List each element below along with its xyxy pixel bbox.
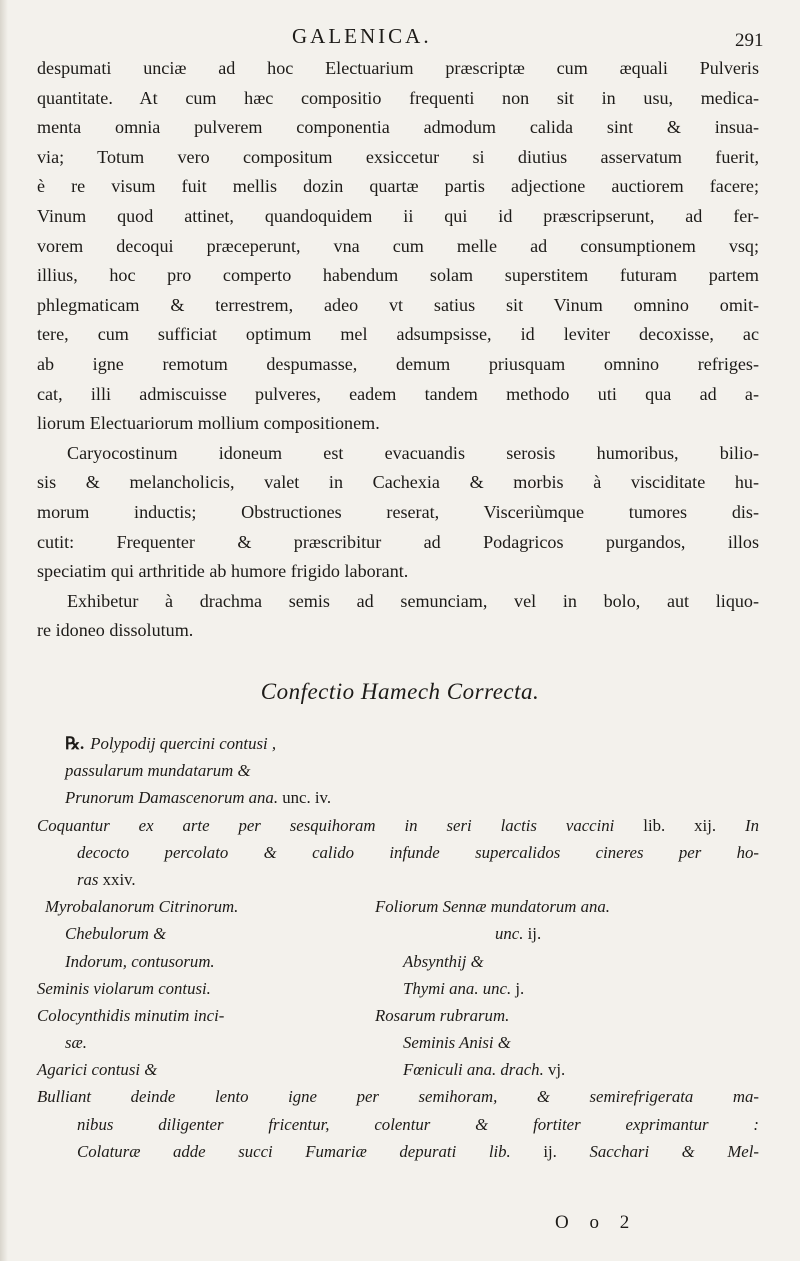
- ingredient-line: [375, 975, 759, 1002]
- binding-shadow: [0, 0, 8, 1261]
- text-line: vorem decoqui præceperunt, vna cum melle ad consumptionem vsq;: [37, 235, 759, 256]
- recipe-line: [37, 730, 759, 757]
- ingredient-line: Colocynthidis minutim inci-: [37, 1005, 225, 1025]
- text-line: Caryocostinum idoneum est evacuandis serosis humoribus, bilio-: [67, 442, 759, 463]
- text-line: speciatim qui arthritide ab humore frigido laborant.: [37, 561, 409, 582]
- text-line: despumati unciæ ad hoc Electuarium præscriptæ cum æquali Pulveris: [37, 58, 759, 78]
- ingredient-line: Indorum, contusorum.: [65, 951, 215, 971]
- recipe-line: decocto percolato & calido infunde supercalidos cineres per ho-: [77, 842, 759, 862]
- text-line: cat, illi admiscuisse pulveres, eadem tandem methodo uti qua ad a-: [37, 383, 759, 404]
- text-line: Exhibetur à drachma semis ad semunciam, vel in bolo, aut liquo-: [67, 590, 759, 611]
- recipe-line: [37, 812, 759, 839]
- text-line: ab igne remotum despumasse, demum priusquam omnino refriges-: [37, 353, 759, 374]
- text-line: re idoneo dissolutum.: [37, 620, 194, 641]
- ingredient-line: [375, 1056, 759, 1083]
- recipe: [37, 730, 759, 1165]
- text-line: morum inductis; Obstructiones reserat, Visceriùmque tumores dis-: [37, 501, 759, 522]
- recipe-line: nibus diligenter fricentur, colentur & fortiter exprimantur :: [77, 1114, 759, 1134]
- ingredient-quantity: ij.: [527, 924, 542, 944]
- recipe-quantity: xxiv.: [102, 869, 136, 889]
- section-title: Confectio Hamech Correcta.: [260, 679, 540, 704]
- ingredient-line: Myrobalanorum Citrinorum.: [45, 897, 239, 917]
- text-line: illius, hoc pro comperto habendum solam superstitem futuram partem: [37, 265, 759, 286]
- recipe-line: Bulliant deinde lento igne per semihoram, & semirefrigerata ma-: [37, 1087, 759, 1107]
- body-text: [37, 54, 759, 646]
- ingredient-columns: [37, 893, 759, 1083]
- ingredient-line: Chebulorum &: [65, 924, 167, 944]
- ingredient-line: sæ.: [65, 1033, 87, 1053]
- text-line: sis & melancholicis, valet in Cachexia & morbis à visciditate hu-: [37, 472, 759, 493]
- recipe-text: Polypodij quercini contusi ,: [90, 734, 277, 753]
- text-line: menta omnia pulverem componentia admodum calida sint & insua-: [37, 117, 759, 138]
- recipe-text: In: [745, 815, 759, 835]
- recipe-quantity: lib. xij.: [643, 815, 717, 835]
- ingredient-line: Agarici contusi &: [37, 1060, 158, 1080]
- text-line: quantitate. At cum hæc compositio frequenti non sit in usu, medica-: [37, 87, 759, 108]
- ingredient-line: Foliorum Sennæ mundatorum ana.: [375, 897, 610, 917]
- text-line: liorum Electuariorum mollium compositionem.: [37, 413, 380, 434]
- ingredient-text: Thymi ana. unc.: [403, 978, 512, 998]
- recipe-symbol: ℞.: [65, 734, 85, 753]
- recipe-quantity: unc. iv.: [282, 788, 332, 808]
- recipe-text: Sacchari & Mel-: [589, 1141, 759, 1161]
- ingredient-text: unc.: [495, 924, 524, 944]
- recipe-text: Prunorum Damascenorum ana.: [65, 788, 279, 808]
- ingredient-text: Fœniculi ana. drach.: [403, 1060, 544, 1080]
- text-line: via; Totum vero compositum exsiccetur si diutius asservatum fuerit,: [37, 146, 759, 167]
- recipe-line: [37, 1138, 759, 1165]
- ingredient-line: [375, 920, 759, 947]
- ingredient-line: Seminis violarum contusi.: [37, 978, 211, 998]
- recipe-quantity: ij.: [543, 1141, 557, 1161]
- ingredient-quantity: j.: [515, 978, 525, 998]
- recipe-line: [37, 784, 759, 811]
- page-number: 291: [735, 30, 764, 51]
- catchword: O o 2: [555, 1212, 638, 1233]
- ingredient-line: Rosarum rubrarum.: [375, 1005, 510, 1025]
- recipe-text: Coquantur ex arte per sesquihoram in seri lactis vaccini: [37, 815, 615, 835]
- running-head: GALENICA.: [292, 24, 432, 48]
- ingredient-column-right: [375, 893, 759, 1083]
- text-line: phlegmaticam & terrestrem, adeo vt satius sit Vinum omnino omit-: [37, 294, 759, 315]
- text-line: cutit: Frequenter & præscribitur ad Podagricos purgandos, illos: [37, 531, 759, 552]
- page-header: [0, 24, 800, 54]
- recipe-line: [37, 866, 759, 893]
- recipe-line: passularum mundatarum &: [65, 761, 251, 781]
- ingredient-column-left: [37, 893, 375, 1083]
- text-line: è re visum fuit mellis dozin quartæ partis adjectione auctiorem facere;: [37, 176, 759, 197]
- ingredient-line: Absynthij &: [403, 951, 484, 971]
- text-line: Vinum quod attinet, quandoquidem ii qui id præscripserunt, ad fer-: [37, 205, 759, 226]
- recipe-text: Colaturæ adde succi Fumariæ depurati lib.: [77, 1141, 511, 1161]
- text-line: tere, cum sufficiat optimum mel adsumpsisse, id leviter decoxisse, ac: [37, 324, 759, 345]
- ingredient-quantity: vj.: [547, 1060, 566, 1080]
- recipe-text: ras: [77, 869, 99, 889]
- ingredient-line: Seminis Anisi &: [403, 1033, 511, 1053]
